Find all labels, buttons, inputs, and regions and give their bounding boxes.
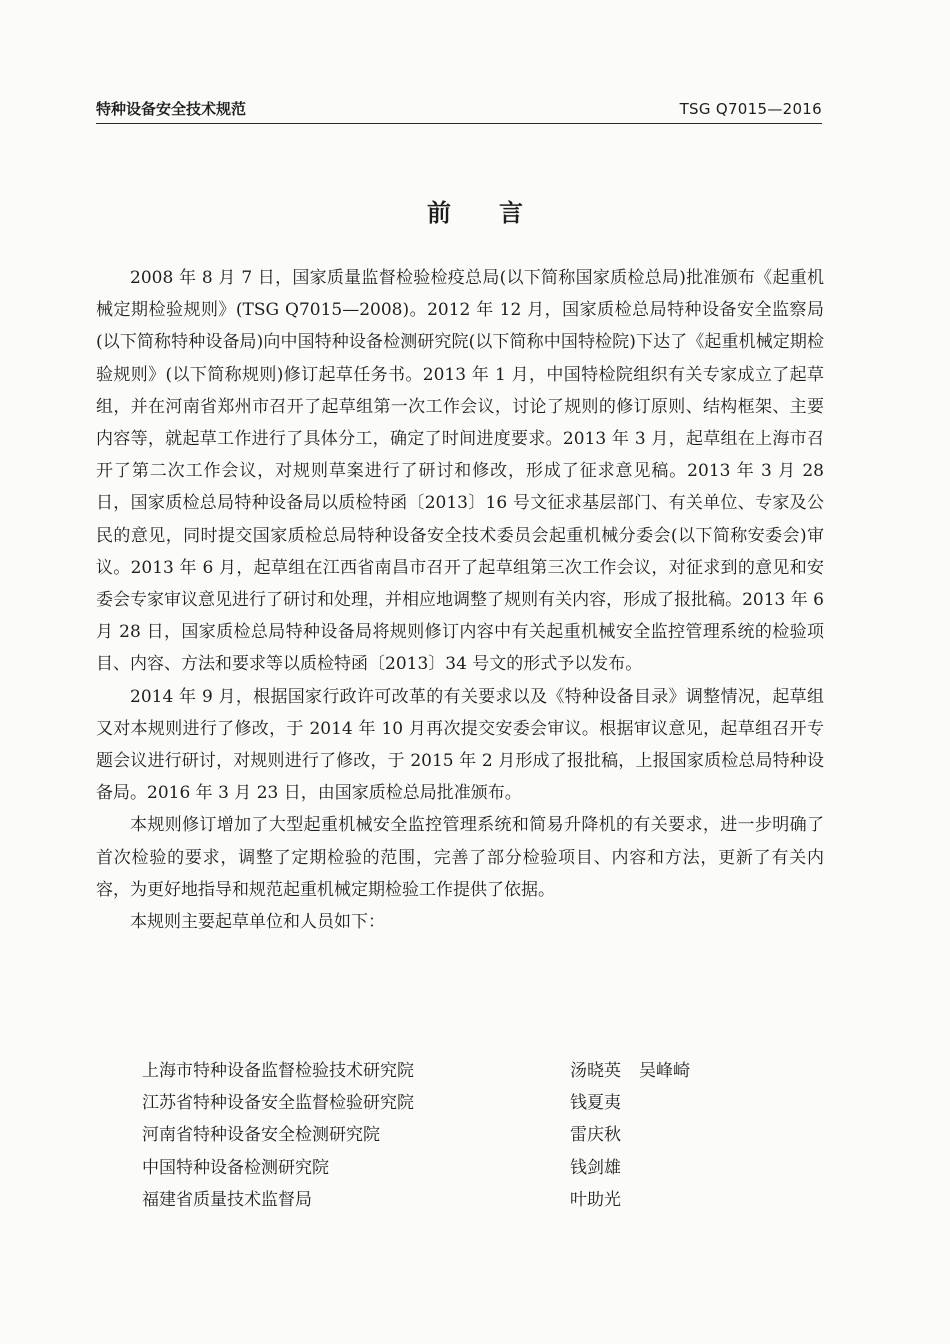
- drafter-person: 叶助光: [570, 1189, 621, 1210]
- preface-body: [96, 262, 824, 938]
- drafter-people: [570, 1055, 690, 1087]
- drafter-org: 河南省特种设备安全检测研究院: [142, 1125, 380, 1146]
- drafter-people: [570, 1119, 621, 1151]
- drafter-people: [570, 1152, 621, 1184]
- drafter-people: [570, 1087, 621, 1119]
- page-title: 前言: [427, 199, 571, 227]
- drafter-row: [142, 1152, 842, 1184]
- header-series-title: 特种设备安全技术规范: [96, 100, 247, 118]
- paragraph-history: 2008 年 8 月 7 日，国家质量监督检验检疫总局(以下简称国家质检总局)批准颁布《起重机械定期检验规则》(TSG Q7015—2008)。2012 年 12 月，国家质检总局特种设备安全监察局(以下简称特种设备局)向中国特种设备检测研究院(以下简称中国特检院)下达了《起重机械定期检验规则》(以下简称规则)修订起草任务书。2013 年 1 月，中国特检院组织有关专家成立了起草组，并在河南省郑州市召开了起草组第一次工作会议，讨论了规则的修订原则、结构框架、主要内容等，就起草工作进行了具体分工，确定了时间进度要求。2013 年 3 月，起草组在上海市召开了第二次工作会议，对规则草案进行了研讨和修改，形成了征求意见稿。2013 年 3 月 28 日，国家质检总局特种设备局以质检特函〔2013〕16 号文征求基层部门、有关单位、专家及公民的意见，同时提交国家质检总局特种设备安全技术委员会起重机械分委会(以下简称安委会)审议。2013 年 6 月，起草组在江西省南昌市召开了起草组第三次工作会议，对征求到的意见和安委会专家审议意见进行了研讨和处理，并相应地调整了规则有关内容，形成了报批稿。2013 年 6 月 28 日，国家质检总局特种设备局将规则修订内容中有关起重机械安全监控管理系统的检验项目、内容、方法和要求等以质检特函〔2013〕34 号文的形式予以发布。: [96, 268, 824, 675]
- running-header: [96, 97, 822, 124]
- drafter-people: [570, 1184, 621, 1216]
- drafter-row: [142, 1055, 842, 1087]
- drafters-list: [142, 1055, 842, 1216]
- drafters-intro: 本规则主要起草单位和人员如下：: [130, 912, 385, 933]
- drafter-row: [142, 1184, 842, 1216]
- paragraph-changes: 本规则修订增加了大型起重机械安全监控管理系统和简易升降机的有关要求，进一步明确了首次检验的要求，调整了定期检验的范围，完善了部分检验项目、内容和方法，更新了有关内容，为更好地指导和规范起重机械定期检验工作提供了依据。: [96, 815, 824, 900]
- header-standard-code: TSG Q7015—2016: [679, 100, 822, 118]
- drafter-person: 钱夏夷: [570, 1093, 621, 1114]
- paragraph-revision-2014: 2014 年 9 月，根据国家行政许可改革的有关要求以及《特种设备目录》调整情况，起草组又对本规则进行了修改，于 2014 年 10 月再次提交安委会审议。根据审议意见，起草组召开专题会议进行研讨，对规则进行了修改，于 2015 年 2 月形成了报批稿，上报国家质检总局特种设备局。2016 年 3 月 23 日，由国家质检总局批准颁布。: [96, 686, 824, 804]
- drafter-org: 江苏省特种设备安全监督检验研究院: [142, 1093, 414, 1114]
- drafter-person: 钱剑雄: [570, 1157, 621, 1178]
- drafter-org: 上海市特种设备监督检验技术研究院: [142, 1061, 414, 1081]
- drafter-person: 雷庆秋: [570, 1125, 621, 1146]
- drafter-org: 中国特种设备检测研究院: [142, 1157, 329, 1178]
- drafter-person: 汤晓英: [570, 1061, 621, 1081]
- drafter-org: 福建省质量技术监督局: [142, 1189, 312, 1210]
- drafter-person: 吴峰崎: [639, 1061, 690, 1081]
- drafter-row: [142, 1119, 842, 1151]
- drafter-row: [142, 1087, 842, 1119]
